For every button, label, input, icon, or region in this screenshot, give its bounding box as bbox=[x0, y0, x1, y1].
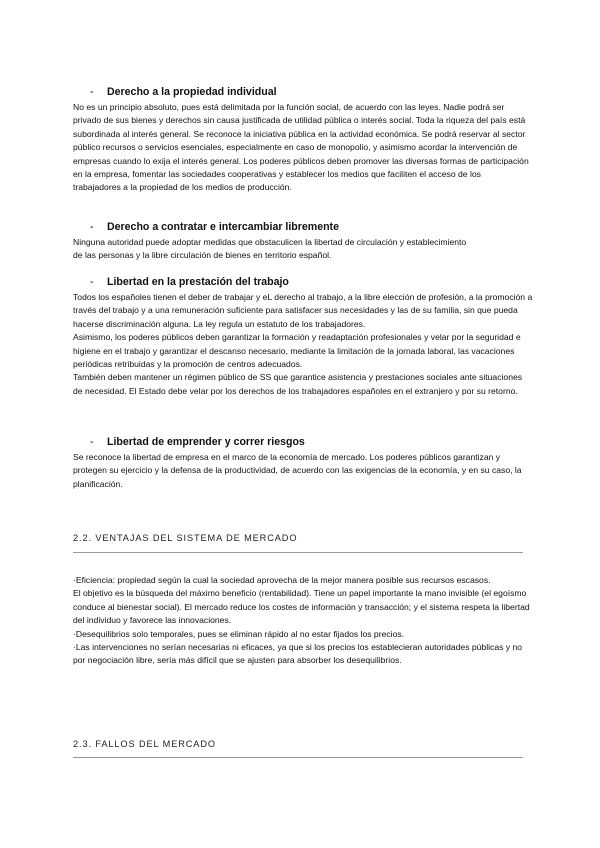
heading-text: Derecho a contratar e intercambiar libremente bbox=[107, 221, 339, 233]
paragraph: Ninguna autoridad puede adoptar medidas que obstaculicen la libertad de circulación y establecimiento de las personas y la libre circulación de bienes en territorio español. bbox=[73, 237, 467, 261]
paragraph: El objetivo es la búsqueda del máximo beneficio (rentabilidad). Tiene un papel importante la mano invisible (el egoísmo conduce al bienestar social). El mercado reduce los costes de información y transacción; y el sistema respeta la libertad del individuo y favorece las innovaciones. bbox=[73, 588, 530, 626]
ventajas-body bbox=[73, 574, 533, 668]
right-enterprise-section bbox=[73, 436, 533, 491]
paragraph: También deben mantener un régimen público de SS que garantice asistencia y prestaciones sociales ante situaciones de necesidad. El Estado debe velar por los derechos de los trabajadores españoles en el extranjero y por su retorno. bbox=[73, 372, 523, 396]
right-work-section bbox=[73, 276, 533, 398]
bullet-dash: - bbox=[90, 276, 94, 288]
paragraph: Se reconoce la libertad de empresa en el marco de la economía de mercado. Los poderes públicos garantizan y protegen su ejercicio y la defensa de la productividad, de acuerdo con las exigencias de la economía, y en su caso, la planificación. bbox=[73, 452, 522, 489]
section-heading bbox=[73, 86, 533, 99]
paragraph: No es un principio absoluto, pues está delimitada por la función social, de acuerdo con las leyes. Nadie podrá ser privado de sus bienes y derechos sin causa justificada de utilidad pública o interés social. Toda la riqueza del país está subordinada al interés general. Se reconoce la iniciativa pública en la actividad económica. Se podrá reservar al sector público recursos o servicios esenciales, especialmente en caso de monopolio, y asimismo acordar la intervención de empresas cuando lo exija el interés general. Los poderes públicos deben promover las diversas formas de participación en la empresa, fomentar las sociedades cooperativas y establecer los medios que faciliten el acceso de los trabajadores a la propiedad de los medios de producción. bbox=[73, 102, 529, 193]
section-heading-fallos: 2.3. FALLOS DEL MERCADO bbox=[73, 739, 216, 749]
right-property-section bbox=[73, 86, 533, 195]
section-heading-ventajas: 2.2. VENTAJAS DEL SISTEMA DE MERCADO bbox=[73, 533, 298, 543]
heading-text: Libertad de emprender y correr riesgos bbox=[107, 436, 305, 448]
section-divider bbox=[73, 552, 523, 553]
paragraph: Todos los españoles tienen el deber de trabajar y eL derecho al trabajo, a la libre elección de profesión, a la promoción a través del trabajo y a una remuneración suficiente para satisfacer sus necesidades y las de su familia, sin que pueda hacerse discriminación alguna. La ley regula un estatuto de los trabajadores. bbox=[73, 292, 533, 329]
section-heading bbox=[73, 436, 533, 449]
section-divider bbox=[73, 757, 523, 758]
heading-text: Derecho a la propiedad individual bbox=[107, 86, 277, 98]
right-contract-section bbox=[73, 221, 533, 263]
paragraph: Asimismo, los poderes públicos deben garantizar la formación y readaptación profesionales y velar por la seguridad e higiene en el trabajo y garantizar el descanso necesario, mediante la limitación de la jornada laboral, las vacaciones periódicas retribuidas y la promoción de centros adecuados. bbox=[73, 332, 521, 370]
heading-text: Libertad en la prestación del trabajo bbox=[107, 276, 289, 288]
paragraph: ·Desequilibrios solo temporales, pues se eliminan rápido al no estar fijados los precios. bbox=[73, 628, 405, 639]
section-heading bbox=[73, 276, 533, 289]
bullet-dash: - bbox=[90, 436, 94, 448]
paragraph: ·Eficiencia: propiedad según la cual la sociedad aprovecha de la mejor manera posible sus recursos escasos. bbox=[73, 575, 491, 585]
bullet-dash: - bbox=[90, 221, 94, 233]
paragraph: ·Las intervenciones no serían necesarias ni eficaces, ya que si los precios los establecieran autoridades públicas y no por negociación libre, sería más difícil que se ajusten para absorber los desequilibrios. bbox=[73, 642, 523, 666]
bullet-dash: - bbox=[90, 86, 94, 98]
section-heading bbox=[73, 221, 533, 234]
